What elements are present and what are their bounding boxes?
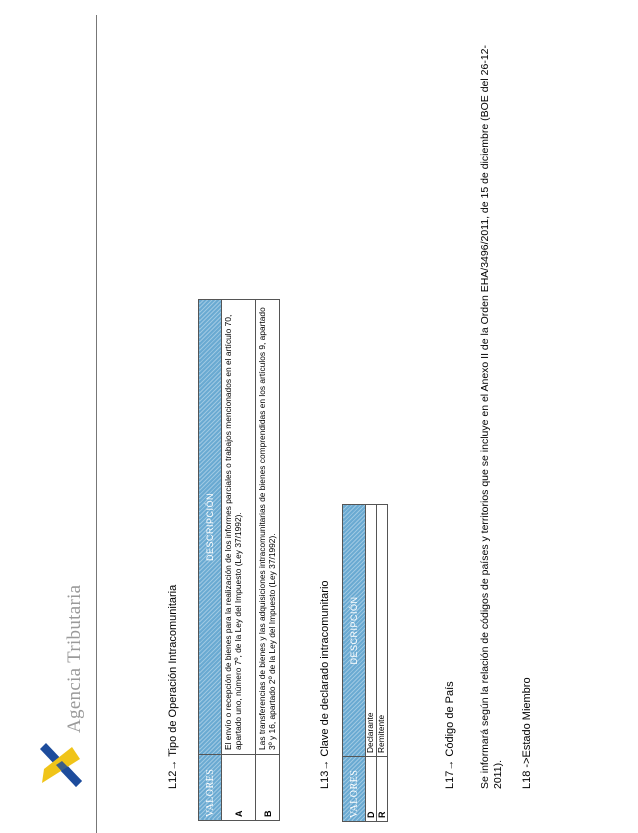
l17-paragraph: Se informará según la relación de códigos de países y territorios que se incluye en el Anexo II de la Orden EHA/3496/2011, de 15 de diciembre (BOE del 26-12-2011).	[479, 45, 504, 789]
l12-code-a: A	[222, 755, 256, 821]
table-row	[366, 505, 377, 822]
l12-table	[198, 299, 280, 821]
l13-desc-d: Declarante	[366, 505, 377, 757]
l13-table	[342, 504, 388, 822]
l12-col-valores: VALORES	[199, 755, 222, 821]
l13-col-descripcion: DESCRIPCIÓN	[343, 505, 366, 757]
l12-desc-a: El envío o recepción de bienes para la realización de los informes parciales o trabajos mencionados en el artículo 70, apartado uno, número 7º, de la Ley del Impuesto (Ley 37/1992).	[222, 300, 256, 755]
table-row	[256, 300, 280, 821]
l13-code-d: D	[366, 757, 377, 822]
agency-logo-icon	[36, 743, 84, 789]
l13-desc-r: Remitente	[377, 505, 388, 757]
l12-desc-b: Las transferencias de bienes y las adquisiciones intracomunitarias de bienes comprendidas en los artículos 9, apartado 3º y 16, apartado 2º de la Ley del Impuesto (Ley 37/1992).	[256, 300, 280, 755]
l13-col-valores: VALORES	[343, 757, 366, 822]
l18-heading: L18 ->Estado Miembro	[521, 677, 533, 789]
agency-name: Agencia Tributaria	[64, 584, 85, 733]
l13-heading: L13→ Clave de declarado intracomunitario	[319, 580, 331, 789]
header-divider	[96, 15, 97, 833]
l12-col-descripcion: DESCRIPCIÓN	[199, 300, 222, 755]
l12-heading: L12→ Tipo de Operación Intracomunitaria	[167, 584, 179, 789]
l17-heading: L17→ Código de País	[444, 681, 456, 789]
table-row	[377, 505, 388, 822]
l13-code-r: R	[377, 757, 388, 822]
table-row	[222, 300, 256, 821]
l12-code-b: B	[256, 755, 280, 821]
